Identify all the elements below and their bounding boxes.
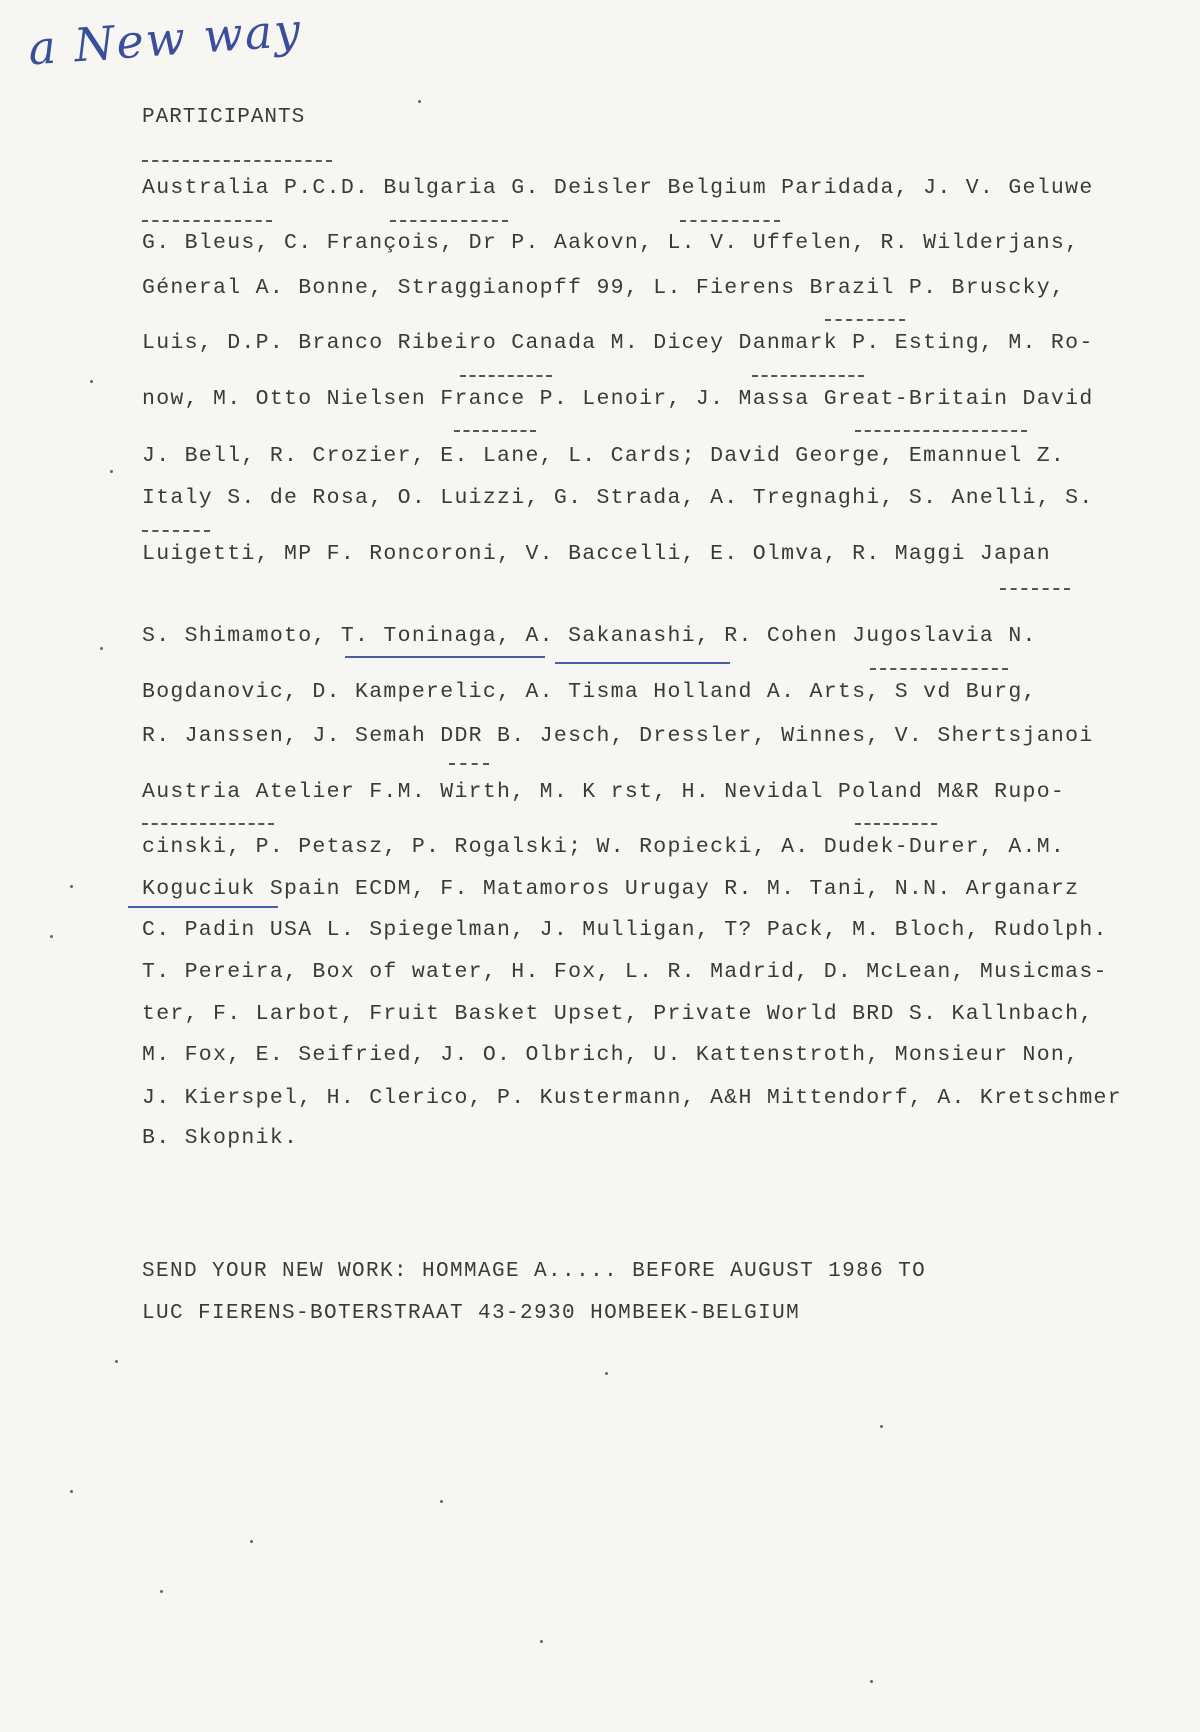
text-line: Bogdanovic, D. Kamperelic, A. Tisma Holland A. Arts, S vd Burg, <box>142 680 1037 704</box>
ink-speck <box>50 935 53 938</box>
text-line: ter, F. Larbot, Fruit Basket Upset, Private World BRD S. Kallnbach, <box>142 1002 1094 1026</box>
text-line: Koguciuk Spain ECDM, F. Matamoros Urugay R. M. Tani, N.N. Arganarz <box>142 877 1080 901</box>
text-line: S. Shimamoto, T. Toninaga, A. Sakanashi, R. Cohen Jugoslavia N. <box>142 624 1037 648</box>
text-line: cinski, P. Petasz, P. Rogalski; W. Ropiecki, A. Dudek-Durer, A.M. <box>142 835 1066 859</box>
handwritten-note: a New way <box>26 2 304 76</box>
country-underline <box>390 220 508 222</box>
text-line: now, M. Otto Nielsen France P. Lenoir, J. Massa Great-Britain David <box>142 387 1094 411</box>
text-line: J. Bell, R. Crozier, E. Lane, L. Cards; David George, Emannuel Z. <box>142 444 1066 468</box>
ink-speck <box>160 1590 163 1593</box>
text-line: Australia P.C.D. Bulgaria G. Deisler Belgium Paridada, J. V. Geluwe <box>142 176 1094 200</box>
text-line: Italy S. de Rosa, O. Luizzi, G. Strada, A. Tregnaghi, S. Anelli, S. <box>142 486 1094 510</box>
ink-speck <box>70 1490 73 1493</box>
country-underline <box>855 823 937 825</box>
text-line: T. Pereira, Box of water, H. Fox, L. R. Madrid, D. McLean, Musicmas- <box>142 960 1108 984</box>
pen-underline <box>555 662 730 664</box>
ink-speck <box>540 1640 543 1643</box>
text-line: C. Padin USA L. Spiegelman, J. Mulligan, T? Pack, M. Bloch, Rudolph. <box>142 918 1108 942</box>
ink-speck <box>100 647 103 650</box>
text-line: G. Bleus, C. François, Dr P. Aakovn, L. V. Uffelen, R. Wilderjans, <box>142 231 1080 255</box>
text-line: M. Fox, E. Seifried, J. O. Olbrich, U. Kattenstroth, Monsieur Non, <box>142 1043 1080 1067</box>
pen-underline <box>345 656 545 658</box>
text-line: J. Kierspel, H. Clerico, P. Kustermann, A&H Mittendorf, A. Kretschmer <box>142 1086 1122 1110</box>
country-underline <box>825 319 905 321</box>
country-underline <box>142 530 210 532</box>
country-underline <box>142 823 274 825</box>
ink-speck <box>110 470 113 473</box>
country-underline <box>680 220 780 222</box>
country-underline <box>752 375 864 377</box>
ink-speck <box>90 380 93 383</box>
page-title: PARTICIPANTS <box>142 106 306 129</box>
title-underline <box>142 160 332 162</box>
country-underline <box>1000 588 1070 590</box>
text-line: Luis, D.P. Branco Ribeiro Canada M. Dicey Danmark P. Esting, M. Ro- <box>142 331 1094 355</box>
ink-speck <box>250 1540 253 1543</box>
text-line: R. Janssen, J. Semah DDR B. Jesch, Dressler, Winnes, V. Shertsjanoi <box>142 724 1094 748</box>
country-underline <box>855 430 1027 432</box>
country-underline <box>870 668 1008 670</box>
ink-speck <box>440 1500 443 1503</box>
text-line: Austria Atelier F.M. Wirth, M. K rst, H. Nevidal Poland M&R Rupo- <box>142 780 1066 804</box>
country-underline <box>454 430 536 432</box>
text-line: B. Skopnik. <box>142 1126 299 1150</box>
ink-speck <box>418 100 421 103</box>
text-line: Géneral A. Bonne, Straggianopff 99, L. Fierens Brazil P. Bruscky, <box>142 276 1066 300</box>
footer-line: LUC FIERENS-BOTERSTRAAT 43-2930 HOMBEEK-BELGIUM <box>142 1302 801 1325</box>
footer-line: SEND YOUR NEW WORK: HOMMAGE A..... BEFORE AUGUST 1986 TO <box>142 1260 927 1283</box>
text-line: Luigetti, MP F. Roncoroni, V. Baccelli, E. Olmva, R. Maggi Japan <box>142 542 1051 566</box>
pen-underline <box>128 906 278 908</box>
country-underline <box>460 375 552 377</box>
ink-speck <box>880 1425 883 1428</box>
ink-speck <box>115 1360 118 1363</box>
ink-speck <box>605 1372 608 1375</box>
country-underline <box>449 763 489 765</box>
ink-speck <box>870 1680 873 1683</box>
ink-speck <box>70 885 73 888</box>
country-underline <box>142 220 272 222</box>
